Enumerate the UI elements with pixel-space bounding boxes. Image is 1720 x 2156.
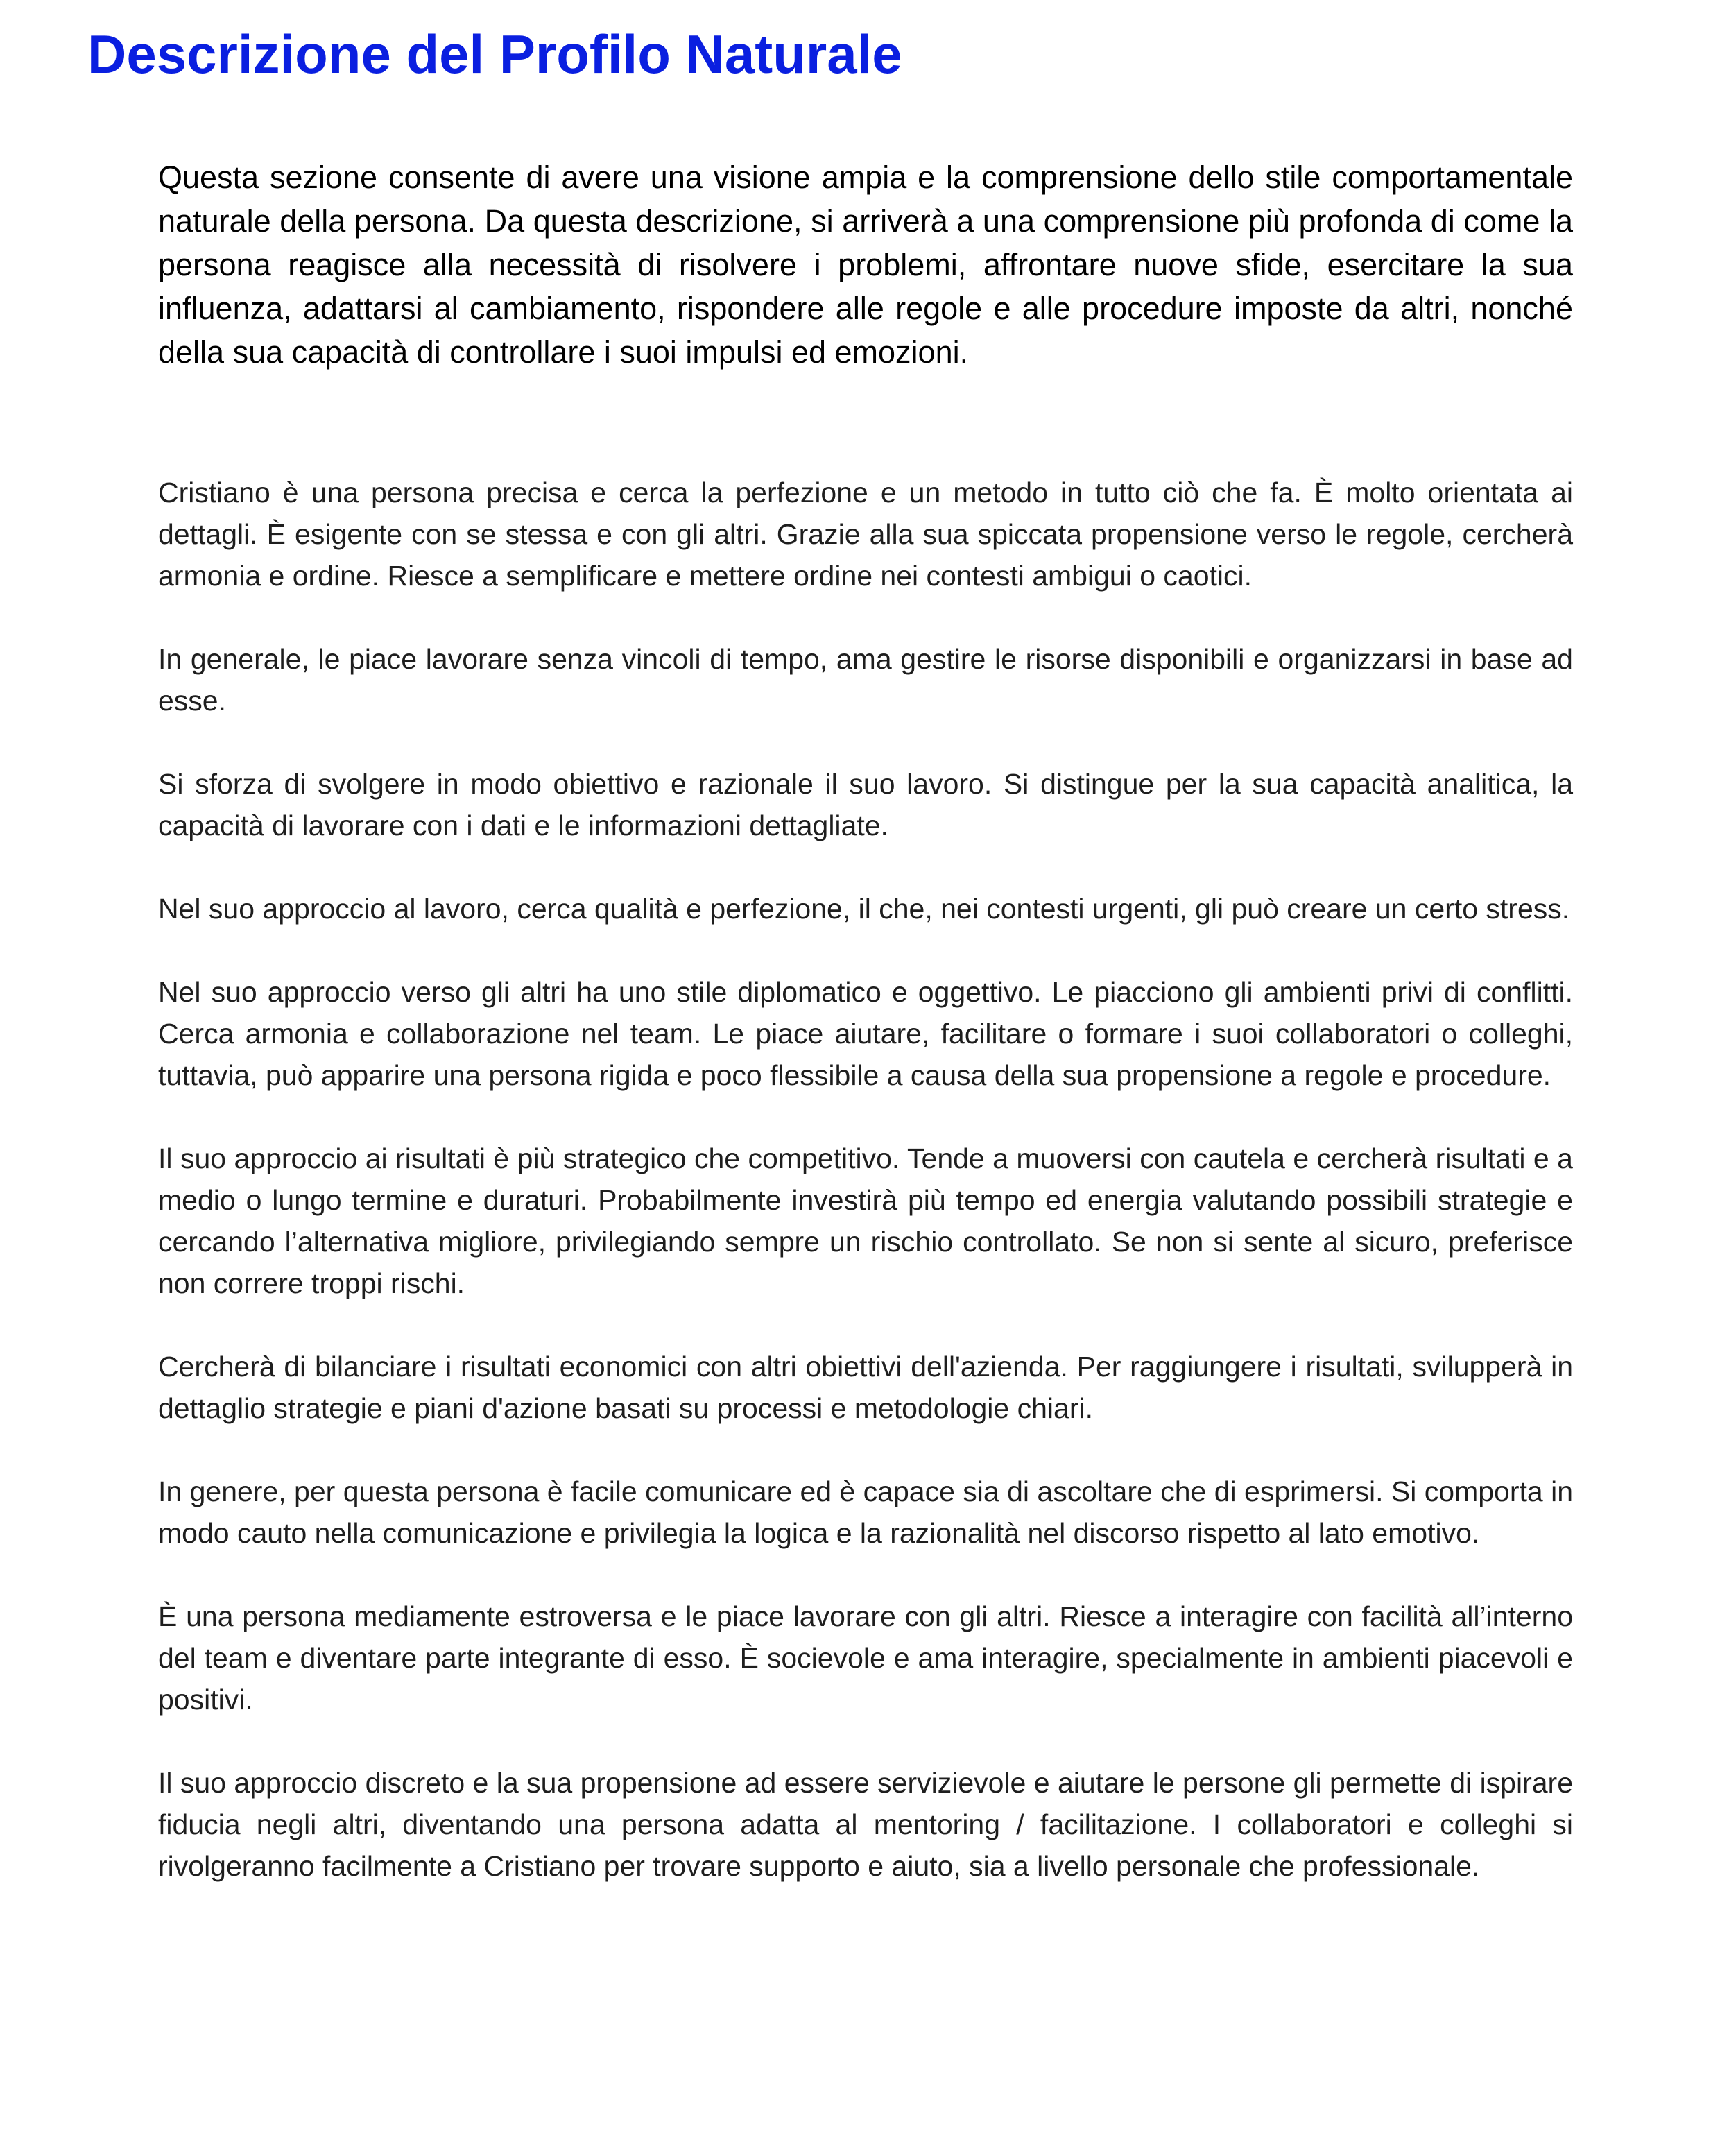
paragraph-mentoring: Il suo approccio discreto e la sua propensione ad essere servizievole e aiutare le persone gli permette di ispirare fiducia negli altri, diventando una persona adatta al mentoring / facilitazione. I collaboratori e colleghi si rivolgeranno facilmente a Cristiano per trovare supporto e aiuto, sia a livello personale che professionale. xyxy=(158,1767,1573,1882)
paragraph-time: In generale, le piace lavorare senza vincoli di tempo, ama gestire le risorse disponibili e organizzarsi in base ad esse. xyxy=(158,643,1573,717)
page-title: Descrizione del Profilo Naturale xyxy=(87,24,902,85)
paragraph-work-approach: Nel suo approccio al lavoro, cerca qualità e perfezione, il che, nei contesti urgenti, gli può creare un certo stress. xyxy=(158,893,1570,925)
paragraph-relations: Nel suo approccio verso gli altri ha uno stile diplomatico e oggettivo. Le piacciono gli ambienti privi di conflitti. Cerca armonia e collaborazione nel team. Le piace aiutare, facilitare o formare i suoi collaboratori o colleghi, tuttavia, può apparire una persona rigida e poco flessibile a causa della sua propensione a regole e procedure. xyxy=(158,976,1573,1091)
profile-description xyxy=(158,472,1573,1887)
paragraph-extroversion: È una persona mediamente estroversa e le piace lavorare con gli altri. Riesce a interagire con facilità all’interno del team e diventare parte integrante di esso. È socievole e ama interagire, specialmente in ambienti piacevoli e positivi. xyxy=(158,1600,1573,1716)
paragraph-analytical: Si sforza di svolgere in modo obiettivo e razionale il suo lavoro. Si distingue per la sua capacità analitica, la capacità di lavorare con i dati e le informazioni dettagliate. xyxy=(158,768,1573,841)
paragraph-results: Il suo approccio ai risultati è più strategico che competitivo. Tende a muoversi con cautela e cercherà risultati e a medio o lungo termine e duraturi. Probabilmente investirà più tempo ed energia valutando possibili strategie e cercando l’alternativa migliore, privilegiando sempre un rischio controllato. Se non si sente al sicuro, preferisce non correre troppi rischi. xyxy=(158,1143,1573,1299)
intro-paragraph: Questa sezione consente di avere una visione ampia e la comprensione dello stile comportamentale naturale della persona. Da questa descrizione, si arriverà a una comprensione più profonda di come la persona reagisce alla necessità di risolvere i problemi, affrontare nuove sfide, esercitare la sua influenza, adattarsi al cambiamento, rispondere alle regole e alle procedure imposte da altri, nonché della sua capacità di controllare i suoi impulsi ed emozioni. xyxy=(158,160,1573,370)
paragraph-precision: Cristiano è una persona precisa e cerca la perfezione e un metodo in tutto ciò che fa. È molto orientata ai dettagli. È esigente con se stessa e con gli altri. Grazie alla sua spiccata propensione verso le regole, cercherà armonia e ordine. Riesce a semplificare e mettere ordine nei contesti ambigui o caotici. xyxy=(158,477,1573,592)
paragraph-communication: In genere, per questa persona è facile comunicare ed è capace sia di ascoltare che di esprimersi. Si comporta in modo cauto nella comunicazione e privilegia la logica e la razionalità nel discorso rispetto al lato emotivo. xyxy=(158,1475,1573,1549)
paragraph-balance: Cercherà di bilanciare i risultati economici con altri obiettivi dell'azienda. Per raggiungere i risultati, svilupperà in dettaglio strategie e piani d'azione basati su processi e metodologie chiari. xyxy=(158,1351,1573,1424)
